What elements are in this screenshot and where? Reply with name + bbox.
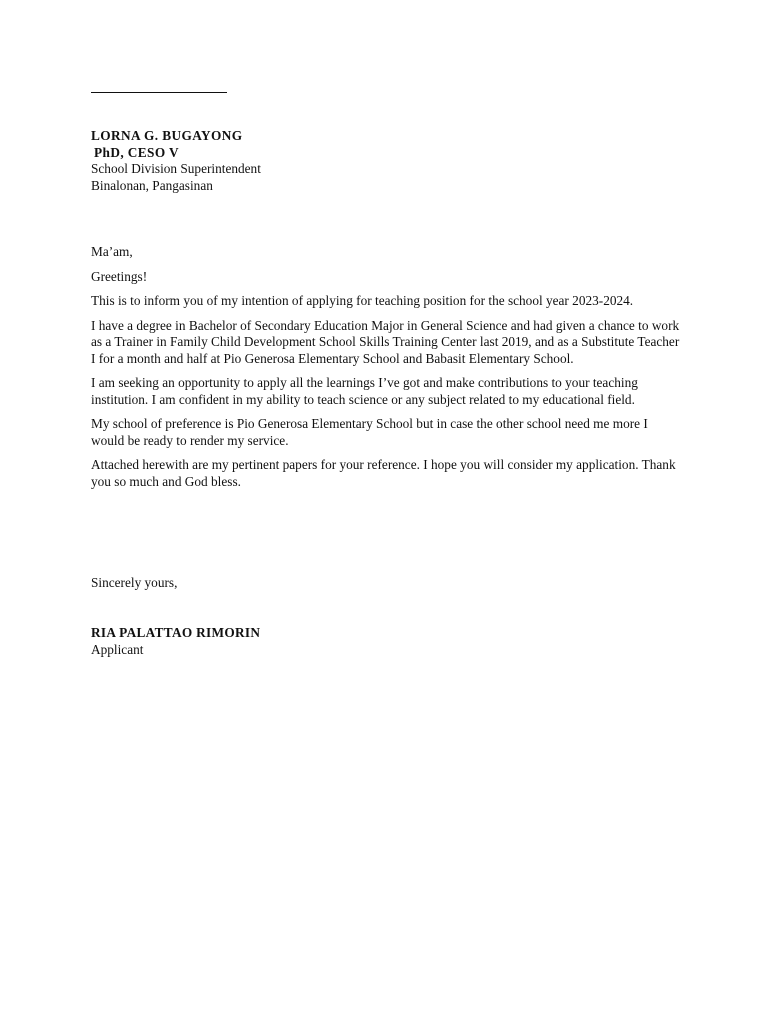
recipient-credentials: PhD, CESO V (94, 144, 180, 160)
recipient-position: School Division Superintendent (91, 161, 261, 176)
body-paragraph: Attached herewith are my pertinent papers for your reference. I hope you will consider my application. Thank you so much and God bless. (91, 457, 676, 489)
signer-name: RIA PALATTAO RIMORIN (91, 625, 261, 640)
closing: Sincerely yours, (91, 575, 178, 590)
body-paragraph: I have a degree in Bachelor of Secondary Education Major in General Science and had given a chance to work as a Trainer in Family Child Development School Skills Training Center last 2019, and as a Substitute Teacher I for a month and half at Pio Generosa Elementary School and Babasit Elementary School. (91, 317, 680, 366)
recipient-name: LORNA G. BUGAYONG (91, 128, 243, 143)
recipient-block (91, 128, 261, 194)
signature-block (91, 625, 260, 658)
letter-body (91, 244, 681, 498)
signer-role: Applicant (91, 641, 144, 657)
greeting: Greetings! (91, 268, 148, 284)
body-paragraph: This is to inform you of my intention of applying for teaching position for the school year 2023-2024. (91, 293, 634, 308)
date-blank-line (91, 92, 227, 93)
body-paragraph: I am seeking an opportunity to apply all the learnings I’ve got and make contributions to your teaching institution. I am confident in my ability to teach science or any subject related to my educational field. (91, 375, 638, 407)
recipient-location: Binalonan, Pangasinan (91, 177, 213, 193)
body-paragraph: My school of preference is Pio Generosa Elementary School but in case the other school need me more I would be ready to render my service. (91, 416, 648, 448)
salutation: Ma’am, (91, 244, 133, 259)
letter-page (91, 0, 681, 1024)
